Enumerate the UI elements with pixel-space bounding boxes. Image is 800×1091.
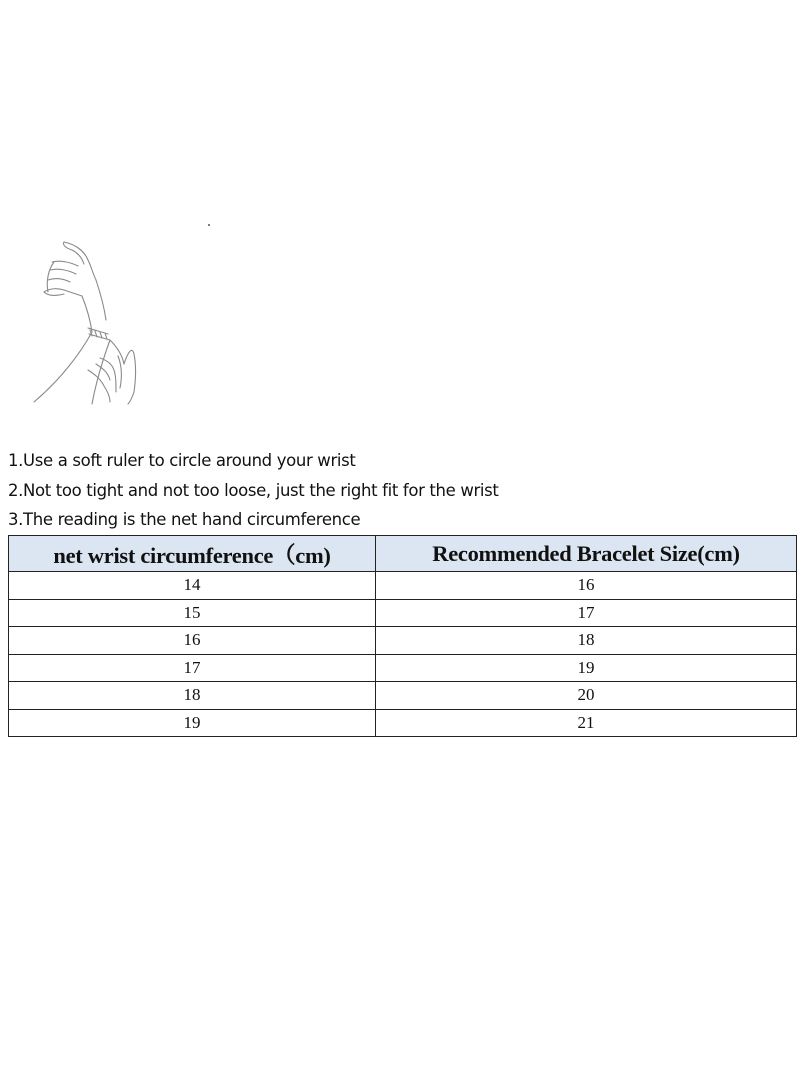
table-row (9, 599, 797, 627)
table-row (9, 654, 797, 682)
bracelet-size-cell: 18 (376, 627, 797, 655)
instruction-step-1: 1.Use a soft ruler to circle around your wrist (8, 451, 356, 470)
instruction-step-2: 2.Not too tight and not too loose, just the right fit for the wrist (8, 480, 499, 500)
header-recommended-size: Recommended Bracelet Size(cm) (376, 536, 797, 572)
bracelet-size-table (8, 535, 797, 737)
bracelet-size-cell: 21 (376, 709, 797, 737)
wrist-cell: 15 (9, 599, 376, 627)
table-row (9, 709, 797, 737)
header-wrist-circumference: net wrist circumference（cm) (9, 536, 376, 572)
table-row (9, 572, 797, 600)
bracelet-size-cell: 19 (376, 654, 797, 682)
measuring-instructions (8, 448, 788, 537)
hand-measuring-wrist-icon (30, 236, 150, 406)
wrist-cell: 14 (9, 572, 376, 600)
wrist-cell: 16 (9, 627, 376, 655)
instruction-step-3: 3.The reading is the net hand circumference (8, 510, 361, 529)
table-header-row (9, 536, 797, 572)
table-row (9, 682, 797, 710)
stray-dot (208, 224, 210, 226)
wrist-cell: 19 (9, 709, 376, 737)
bracelet-size-cell: 16 (376, 572, 797, 600)
wrist-cell: 18 (9, 682, 376, 710)
bracelet-size-cell: 20 (376, 682, 797, 710)
wrist-cell: 17 (9, 654, 376, 682)
table-row (9, 627, 797, 655)
bracelet-size-cell: 17 (376, 599, 797, 627)
